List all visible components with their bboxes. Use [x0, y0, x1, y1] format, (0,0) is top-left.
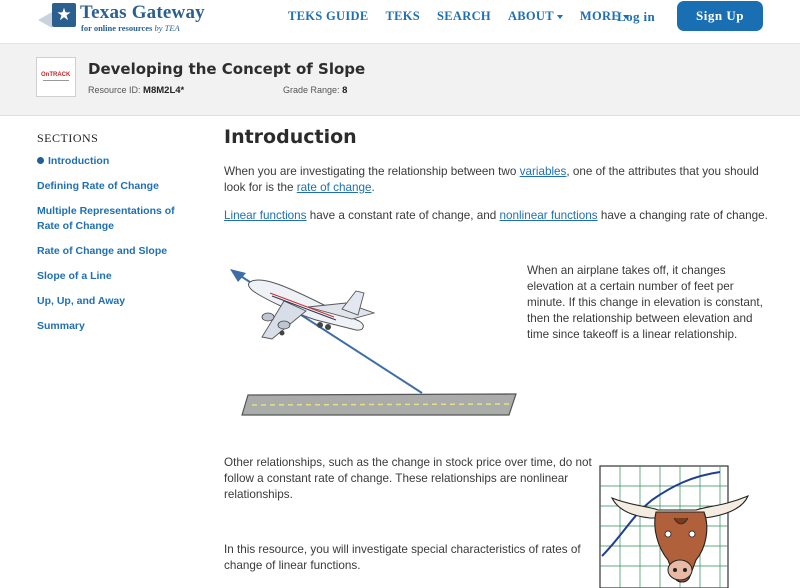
resource-title: Developing the Concept of Slope: [88, 60, 366, 78]
ontrack-logo-text: OnTRACK: [41, 72, 71, 78]
sections-heading: SECTIONS: [37, 131, 99, 145]
resource-id: Resource ID: M8M2L4*: [88, 85, 185, 96]
star-icon: ★: [52, 3, 76, 27]
resource-thumbnail: [36, 57, 76, 97]
arrow-head-icon: [230, 269, 246, 282]
airplane-takeoff-illustration: [224, 255, 524, 430]
main-nav-links: [288, 9, 646, 23]
sidebar-item-defining-rate-of-change[interactable]: Defining Rate of Change: [37, 180, 159, 192]
linear-functions-link[interactable]: Linear functions: [224, 209, 307, 222]
texas-gateway-logo[interactable]: [40, 2, 240, 36]
sidebar-item-up-up-and-away[interactable]: Up, Up, and Away: [37, 295, 126, 307]
signup-button[interactable]: Sign Up: [677, 1, 763, 31]
nav-teks[interactable]: TEKS: [385, 8, 421, 23]
runway-centerline: [252, 404, 510, 405]
sidebar-item-slope-of-a-line[interactable]: Slope of a Line: [37, 270, 112, 282]
chevron-down-icon: [557, 15, 563, 19]
nav-about[interactable]: ABOUT: [508, 9, 563, 24]
login-link[interactable]: Log in: [617, 9, 656, 24]
resource-header: [0, 44, 800, 116]
current-section-dot-icon: [37, 157, 44, 164]
sidebar-item-rate-of-change-and-slope[interactable]: Rate of Change and Slope: [37, 245, 168, 257]
grade-range: Grade Range: 8: [283, 85, 348, 96]
top-navigation: [0, 0, 800, 44]
thumbnail-rule: [43, 80, 69, 81]
logo-brand-text: Texas Gateway: [80, 2, 205, 23]
longhorn-stock-chart-illustration: [592, 456, 762, 588]
intro-paragraph-3: Other relationships, such as the change in stock price over time, do not follow a constant rate of change. These relationships are nonlinear relationships.: [224, 456, 592, 501]
logo-wing-shape: [38, 12, 52, 28]
intro-paragraph-2: Linear functions have a constant rate of change, and nonlinear functions have a changing rate of change.: [224, 209, 768, 222]
variables-link[interactable]: variables: [519, 165, 567, 178]
rate-of-change-link[interactable]: rate of change: [296, 181, 372, 194]
sidebar-item-introduction[interactable]: Introduction: [37, 154, 187, 169]
airplane-caption: When an airplane takes off, it changes elevation at a certain number of feet per minute. If this change in elevation is constant, then the relationship between elevation and time since takeoff is a linear relationship.: [527, 264, 763, 341]
sidebar-item-multiple-representations[interactable]: Multiple Representations of Rate of Change: [37, 205, 175, 232]
airplane-icon: [249, 280, 374, 339]
nav-search[interactable]: SEARCH: [437, 8, 491, 23]
section-heading: Introduction: [224, 126, 357, 148]
logo-tagline: for online resources by TEA: [81, 23, 180, 33]
intro-paragraph-4: In this resource, you will investigate special characteristics of rates of change of linear functions.: [224, 543, 581, 572]
nonlinear-functions-link[interactable]: nonlinear functions: [499, 209, 598, 222]
intro-paragraph-1: When you are investigating the relationship between two variables, one of the attributes that you should look for is the rate of change.: [224, 165, 759, 194]
nav-teks-guide[interactable]: TEKS GUIDE: [288, 8, 369, 23]
nav-more[interactable]: MORE: [580, 9, 629, 24]
sidebar-item-summary[interactable]: Summary: [37, 320, 85, 332]
